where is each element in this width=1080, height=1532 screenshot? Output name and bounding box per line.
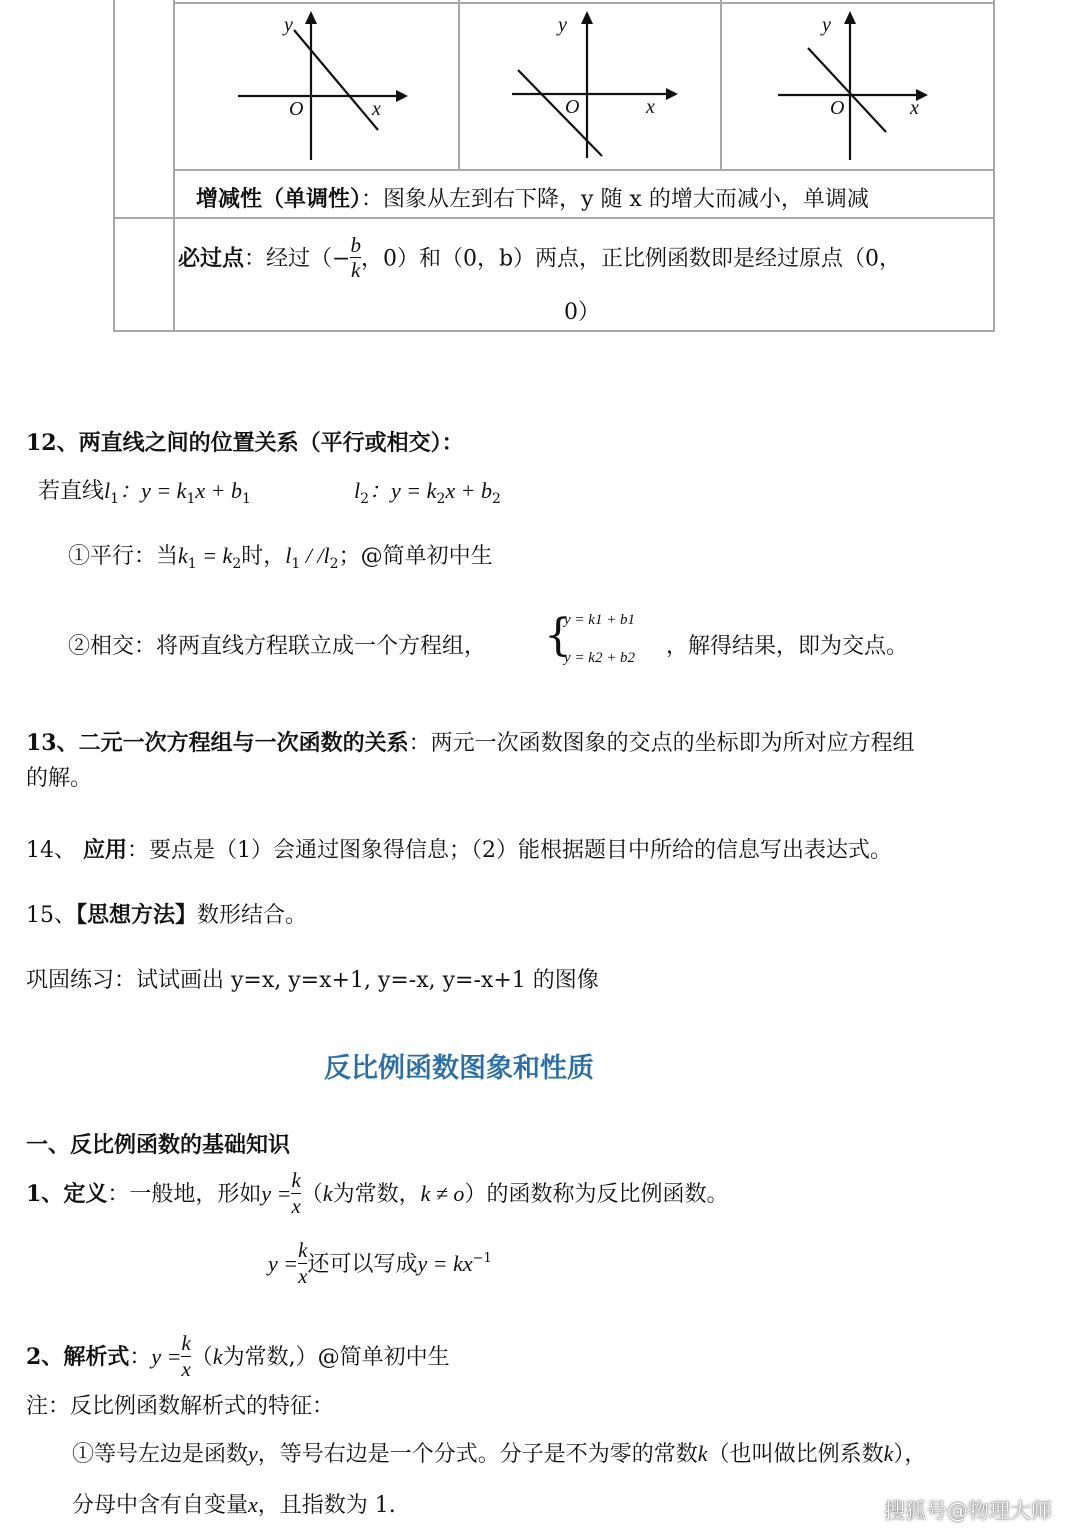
s15-line bbox=[26, 904, 307, 927]
parallel-b: 时， bbox=[241, 544, 286, 569]
system-eq-2: y = k2 + b2 bbox=[564, 650, 636, 666]
frac-numerator: b bbox=[350, 233, 361, 257]
s13-line1 bbox=[26, 732, 915, 755]
l1-eq-sub: 1 bbox=[186, 491, 196, 507]
graph-line-positive-intercept bbox=[228, 8, 408, 168]
monotonic-text: ：图象从左到右下降，y 随 x 的增大而减小，单调减 bbox=[361, 187, 869, 212]
axis-o-label: O bbox=[565, 96, 580, 118]
l1-sub: 1 bbox=[110, 491, 120, 507]
table-border bbox=[113, 217, 995, 219]
ana-a: （ bbox=[190, 1345, 213, 1370]
ana-b: 为常数,）@简单初中生 bbox=[222, 1345, 450, 1370]
frac-numerator: k bbox=[298, 1238, 308, 1263]
ana-num: 2、 bbox=[26, 1344, 64, 1370]
table-border bbox=[173, 169, 995, 171]
parallel-slash: / /l bbox=[300, 543, 330, 568]
frac-denominator: k bbox=[351, 258, 361, 283]
s12-parallel bbox=[68, 545, 493, 571]
point-label: 必过点 bbox=[178, 245, 245, 272]
f1-k2: k bbox=[883, 1441, 894, 1466]
graph-line-through-origin bbox=[774, 8, 954, 168]
s12-line2 bbox=[354, 480, 501, 506]
line-intro: 若直线 bbox=[38, 479, 105, 504]
table-border bbox=[173, 0, 175, 332]
def-num: 1、 bbox=[26, 1181, 64, 1207]
axis-y-label: y bbox=[822, 14, 831, 36]
table-border bbox=[173, 2, 995, 4]
point-text-c: 0） bbox=[564, 300, 600, 325]
f2-a: 分母中含有自变量 bbox=[72, 1493, 249, 1518]
def-k-not-zero: k ≠ o bbox=[420, 1181, 465, 1206]
ana-colon: ： bbox=[129, 1345, 152, 1370]
frac-denominator: x bbox=[298, 1263, 308, 1288]
f2-x: x bbox=[248, 1492, 258, 1517]
l2-eq-sub: 2 bbox=[436, 491, 446, 507]
ana-y: y = bbox=[151, 1344, 182, 1369]
s15-text: 数形结合。 bbox=[197, 903, 308, 928]
inv-definition bbox=[26, 1166, 728, 1223]
monotonic-row bbox=[196, 188, 869, 211]
feature-line-1 bbox=[72, 1443, 926, 1466]
frac-denominator: x bbox=[181, 1356, 191, 1381]
f1-c: （也叫做比例系数 bbox=[707, 1442, 884, 1467]
ana-k: k bbox=[212, 1344, 223, 1369]
point-row bbox=[178, 233, 902, 283]
parallel-l2-sub: 2 bbox=[329, 556, 339, 572]
s13-line2: 的解。 bbox=[26, 766, 93, 791]
axis-x-label: x bbox=[910, 97, 919, 119]
alt-sup: −1 bbox=[472, 1251, 492, 1266]
l2-sub: 2 bbox=[360, 491, 370, 507]
f1-b: ，等号右边是一个分式。分子是不为零的常数 bbox=[257, 1442, 698, 1467]
def-y: y = bbox=[261, 1181, 292, 1206]
table-border bbox=[993, 0, 995, 332]
f1-d: ）， bbox=[893, 1442, 927, 1467]
fraction-k-over-x bbox=[181, 1332, 190, 1379]
s13-text1: ：两元一次函数图象的交点的坐标即为所对应方程组 bbox=[408, 731, 915, 756]
l1-eq-b: x + b bbox=[195, 478, 242, 503]
l2-eq-a: ：y = k bbox=[369, 478, 437, 503]
equation-brace: { bbox=[544, 610, 572, 661]
inv-note: 注：反比例函数解析式的特征： bbox=[26, 1394, 335, 1419]
table-border bbox=[720, 0, 722, 170]
s14-line bbox=[26, 839, 892, 862]
fraction-k-over-x bbox=[298, 1239, 307, 1286]
axis-y-label: y bbox=[558, 14, 567, 36]
def-k: k bbox=[322, 1181, 333, 1206]
inv-analytic bbox=[26, 1329, 450, 1386]
parallel-k1-sub: 1 bbox=[187, 556, 197, 572]
table-border bbox=[458, 0, 460, 170]
f1-y: y bbox=[248, 1441, 258, 1466]
l2-eq-b: x + b bbox=[445, 478, 492, 503]
f1-k: k bbox=[697, 1441, 708, 1466]
parallel-l: l bbox=[285, 543, 292, 568]
ana-label: 解析式 bbox=[63, 1344, 130, 1370]
l1-eq-a: ：y = k bbox=[119, 478, 187, 503]
parallel-eq: = k bbox=[196, 543, 233, 568]
feature-line-2 bbox=[72, 1494, 396, 1517]
point-minus: − bbox=[332, 246, 351, 272]
practice-label: 巩固练习：试试画出 bbox=[26, 968, 231, 993]
s12-lines bbox=[38, 480, 251, 506]
s15-num: 15、 bbox=[26, 903, 76, 928]
table-border bbox=[113, 0, 115, 332]
def-label: 定义 bbox=[63, 1181, 108, 1207]
s14-label: 应用 bbox=[83, 837, 128, 863]
system-eq-1: y = k1 + b1 bbox=[564, 612, 636, 628]
alt-expr: y = kx bbox=[417, 1251, 473, 1276]
table-border bbox=[113, 330, 995, 332]
practice-text: y=x, y=x+1, y=-x, y=-x+1 bbox=[231, 968, 526, 993]
monotonic-label: 增减性（单调性） bbox=[196, 186, 362, 212]
axis-x-label: x bbox=[646, 96, 655, 118]
alt-text: 还可以写成 bbox=[307, 1252, 418, 1277]
frac-numerator: k bbox=[291, 1168, 301, 1193]
axis-o-label: O bbox=[830, 97, 845, 119]
practice-tail: 的图像 bbox=[525, 968, 599, 993]
l2-symbol: l bbox=[354, 478, 361, 503]
inv-alt-form bbox=[268, 1231, 492, 1293]
s15-label: 【思想方法】 bbox=[76, 902, 198, 928]
def-d: ）的函数称为反比例函数。 bbox=[464, 1182, 729, 1207]
parallel-k2-sub: 2 bbox=[232, 556, 242, 572]
f1-a: ①等号左边是函数 bbox=[72, 1442, 249, 1467]
def-c: 为常数， bbox=[332, 1182, 421, 1207]
fraction-b-over-k bbox=[350, 234, 361, 281]
frac-numerator: k bbox=[181, 1331, 191, 1356]
inv-heading: 一、反比例函数的基础知识 bbox=[26, 1132, 291, 1158]
frac-denominator: x bbox=[291, 1193, 301, 1218]
fraction-k-over-x bbox=[291, 1169, 300, 1216]
l1-eq-sub2: 1 bbox=[242, 491, 251, 507]
graph-line-negative-intercept bbox=[510, 8, 690, 168]
def-b: （ bbox=[300, 1182, 323, 1207]
l2-eq-sub2: 2 bbox=[491, 491, 501, 507]
axis-x-label: x bbox=[372, 98, 381, 120]
s14-num: 14、 bbox=[26, 838, 83, 863]
intersect-b: ，解得结果，即为交点。 bbox=[666, 634, 909, 659]
parallel-a: ①平行：当 bbox=[68, 544, 179, 569]
axis-o-label: O bbox=[289, 98, 304, 120]
watermark: 搜狐号@物理大师 bbox=[884, 1499, 1052, 1523]
point-text-a: ：经过（ bbox=[244, 246, 333, 272]
f2-b: ，且指数为 1. bbox=[257, 1493, 396, 1518]
parallel-l1-sub: 1 bbox=[291, 556, 301, 572]
axis-y-label: y bbox=[284, 14, 293, 36]
def-a: ：一般地，形如 bbox=[107, 1182, 262, 1207]
parallel-c: ；@简单初中生 bbox=[338, 544, 493, 569]
alt-y: y = bbox=[268, 1251, 299, 1276]
practice-line bbox=[26, 970, 599, 992]
s14-text: ：要点是（1）会通过图象得信息；（2）能根据题目中所给的信息写出表达式。 bbox=[127, 838, 893, 863]
point-text-b: ，0）和（0，b）两点，正比例函数即是经过原点（0， bbox=[360, 246, 902, 272]
section-title: 反比例函数图象和性质 bbox=[324, 1053, 594, 1084]
intersect-a: ②相交：将两直线方程联立成一个方程组， bbox=[68, 634, 487, 659]
s13-label: 13、二元一次方程组与一次函数的关系 bbox=[26, 730, 409, 756]
s12-title: 12、两直线之间的位置关系（平行或相交）： bbox=[26, 430, 464, 456]
parallel-k1: k bbox=[178, 543, 188, 568]
l1-symbol: l bbox=[104, 478, 111, 503]
